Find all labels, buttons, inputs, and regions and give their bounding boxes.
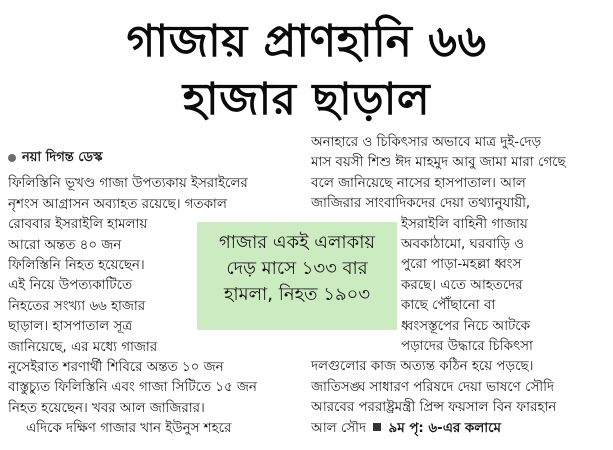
right-line: জাতিসঙ্ঘ সাধারণ পরিষদে দেয়া ভাষণে সৌদি — [311, 379, 555, 395]
square-bullet-icon — [373, 423, 381, 431]
left-line: আরো অন্তত ৪০ জন — [8, 237, 122, 253]
left-line: এদিকে দক্ষিণ গাজার খান ইউনুস শহরে — [26, 421, 232, 437]
pull-quote-line: দেড় মাসে ১৩৩ বার — [226, 258, 368, 279]
headline-line-1: গাজায় প্রাণহানি ৬৬ — [126, 16, 487, 67]
left-line: নিহতের সংখ্যা ৬৬ হাজার — [8, 298, 146, 314]
right-line: ধ্বংসস্তূপের নিচে আটকে — [401, 318, 531, 334]
right-line: মাস বয়সী শিশু ঈদ মাহমুদ আবু জামা মারা গেছে — [311, 155, 566, 171]
byline-text: নয়া দিগন্ত ডেস্ক — [22, 150, 103, 165]
left-line: ফিলিস্তিনি নিহত হয়েছেন। — [8, 258, 145, 274]
right-line: আল সৌদ — [311, 420, 366, 436]
pull-quote — [197, 222, 397, 330]
left-line: ছাড়াল। হাসপাতাল সূত্র — [8, 319, 133, 335]
left-line: বাস্তুচ্যুত ফিলিস্তিনি এবং গাজা সিটিতে ১৫ জন — [8, 380, 257, 396]
pull-quote-line: হামলা, নিহত ১৯০৩ — [223, 284, 371, 305]
left-line: জানিয়েছে, এর মধ্যে গাজার — [8, 339, 158, 355]
left-line: রোববার ইসরাইলি হামলায় — [8, 217, 148, 233]
continuation-link[interactable]: ৯ম পৃ: ৬-এর কলামে — [388, 420, 501, 436]
pull-quote-line: গাজার একই এলাকায় — [218, 232, 376, 253]
byline — [8, 148, 300, 168]
left-line: এই নিয়ে উপত্যকাটিতে — [8, 278, 133, 294]
right-line: জাজিরার সাংবাদিকদের দেয়া তথ্যানুযায়ী, — [311, 196, 531, 212]
right-line: আরবের পররাষ্ট্রমন্ত্রী প্রিন্স ফয়সাল বিন ফারহান — [311, 400, 557, 416]
right-line: বলে জানিয়েছে নাসের হাসপাতাল। আল — [311, 175, 526, 191]
headline-line-2: হাজার ছাড়াল — [182, 74, 431, 125]
right-line: দলগুলোর কাজ অত্যন্ত কঠিন হয়ে পড়ছে। — [311, 359, 534, 375]
left-line: নৃশংস আগ্রাসন অব্যাহত রয়েছে। গতকাল — [8, 196, 227, 212]
bullet-icon — [8, 154, 16, 162]
left-line: ফিলিস্তিনি ভূখণ্ড গাজা উপত্যকায় ইসরাইলের — [8, 176, 248, 192]
left-line: নুসেইরাত শরণার্থী শিবিরে অন্তত ১০ জন — [8, 360, 224, 376]
right-line: করছে। এতে আহতদের — [401, 277, 523, 293]
right-line: ইসরাইলি বাহিনী গাজায় — [401, 216, 528, 232]
right-last-line — [311, 419, 604, 439]
left-line: নিহত হয়েছেন। খবর আল জাজিরার। — [8, 400, 205, 416]
right-line: কাছে পৌঁছানো বা — [401, 298, 496, 314]
right-line: অবকাঠামো, ঘরবাড়ি ও — [401, 237, 525, 253]
right-line: পড়াদের উদ্ধারে চিকিৎসা — [401, 339, 533, 355]
right-line: পুরো পাড়া-মহল্লা ধ্বংস — [401, 257, 522, 273]
right-line: অনাহারে ও চিকিৎসার অভাবে মাত্র দুই-দেড় — [311, 135, 542, 150]
